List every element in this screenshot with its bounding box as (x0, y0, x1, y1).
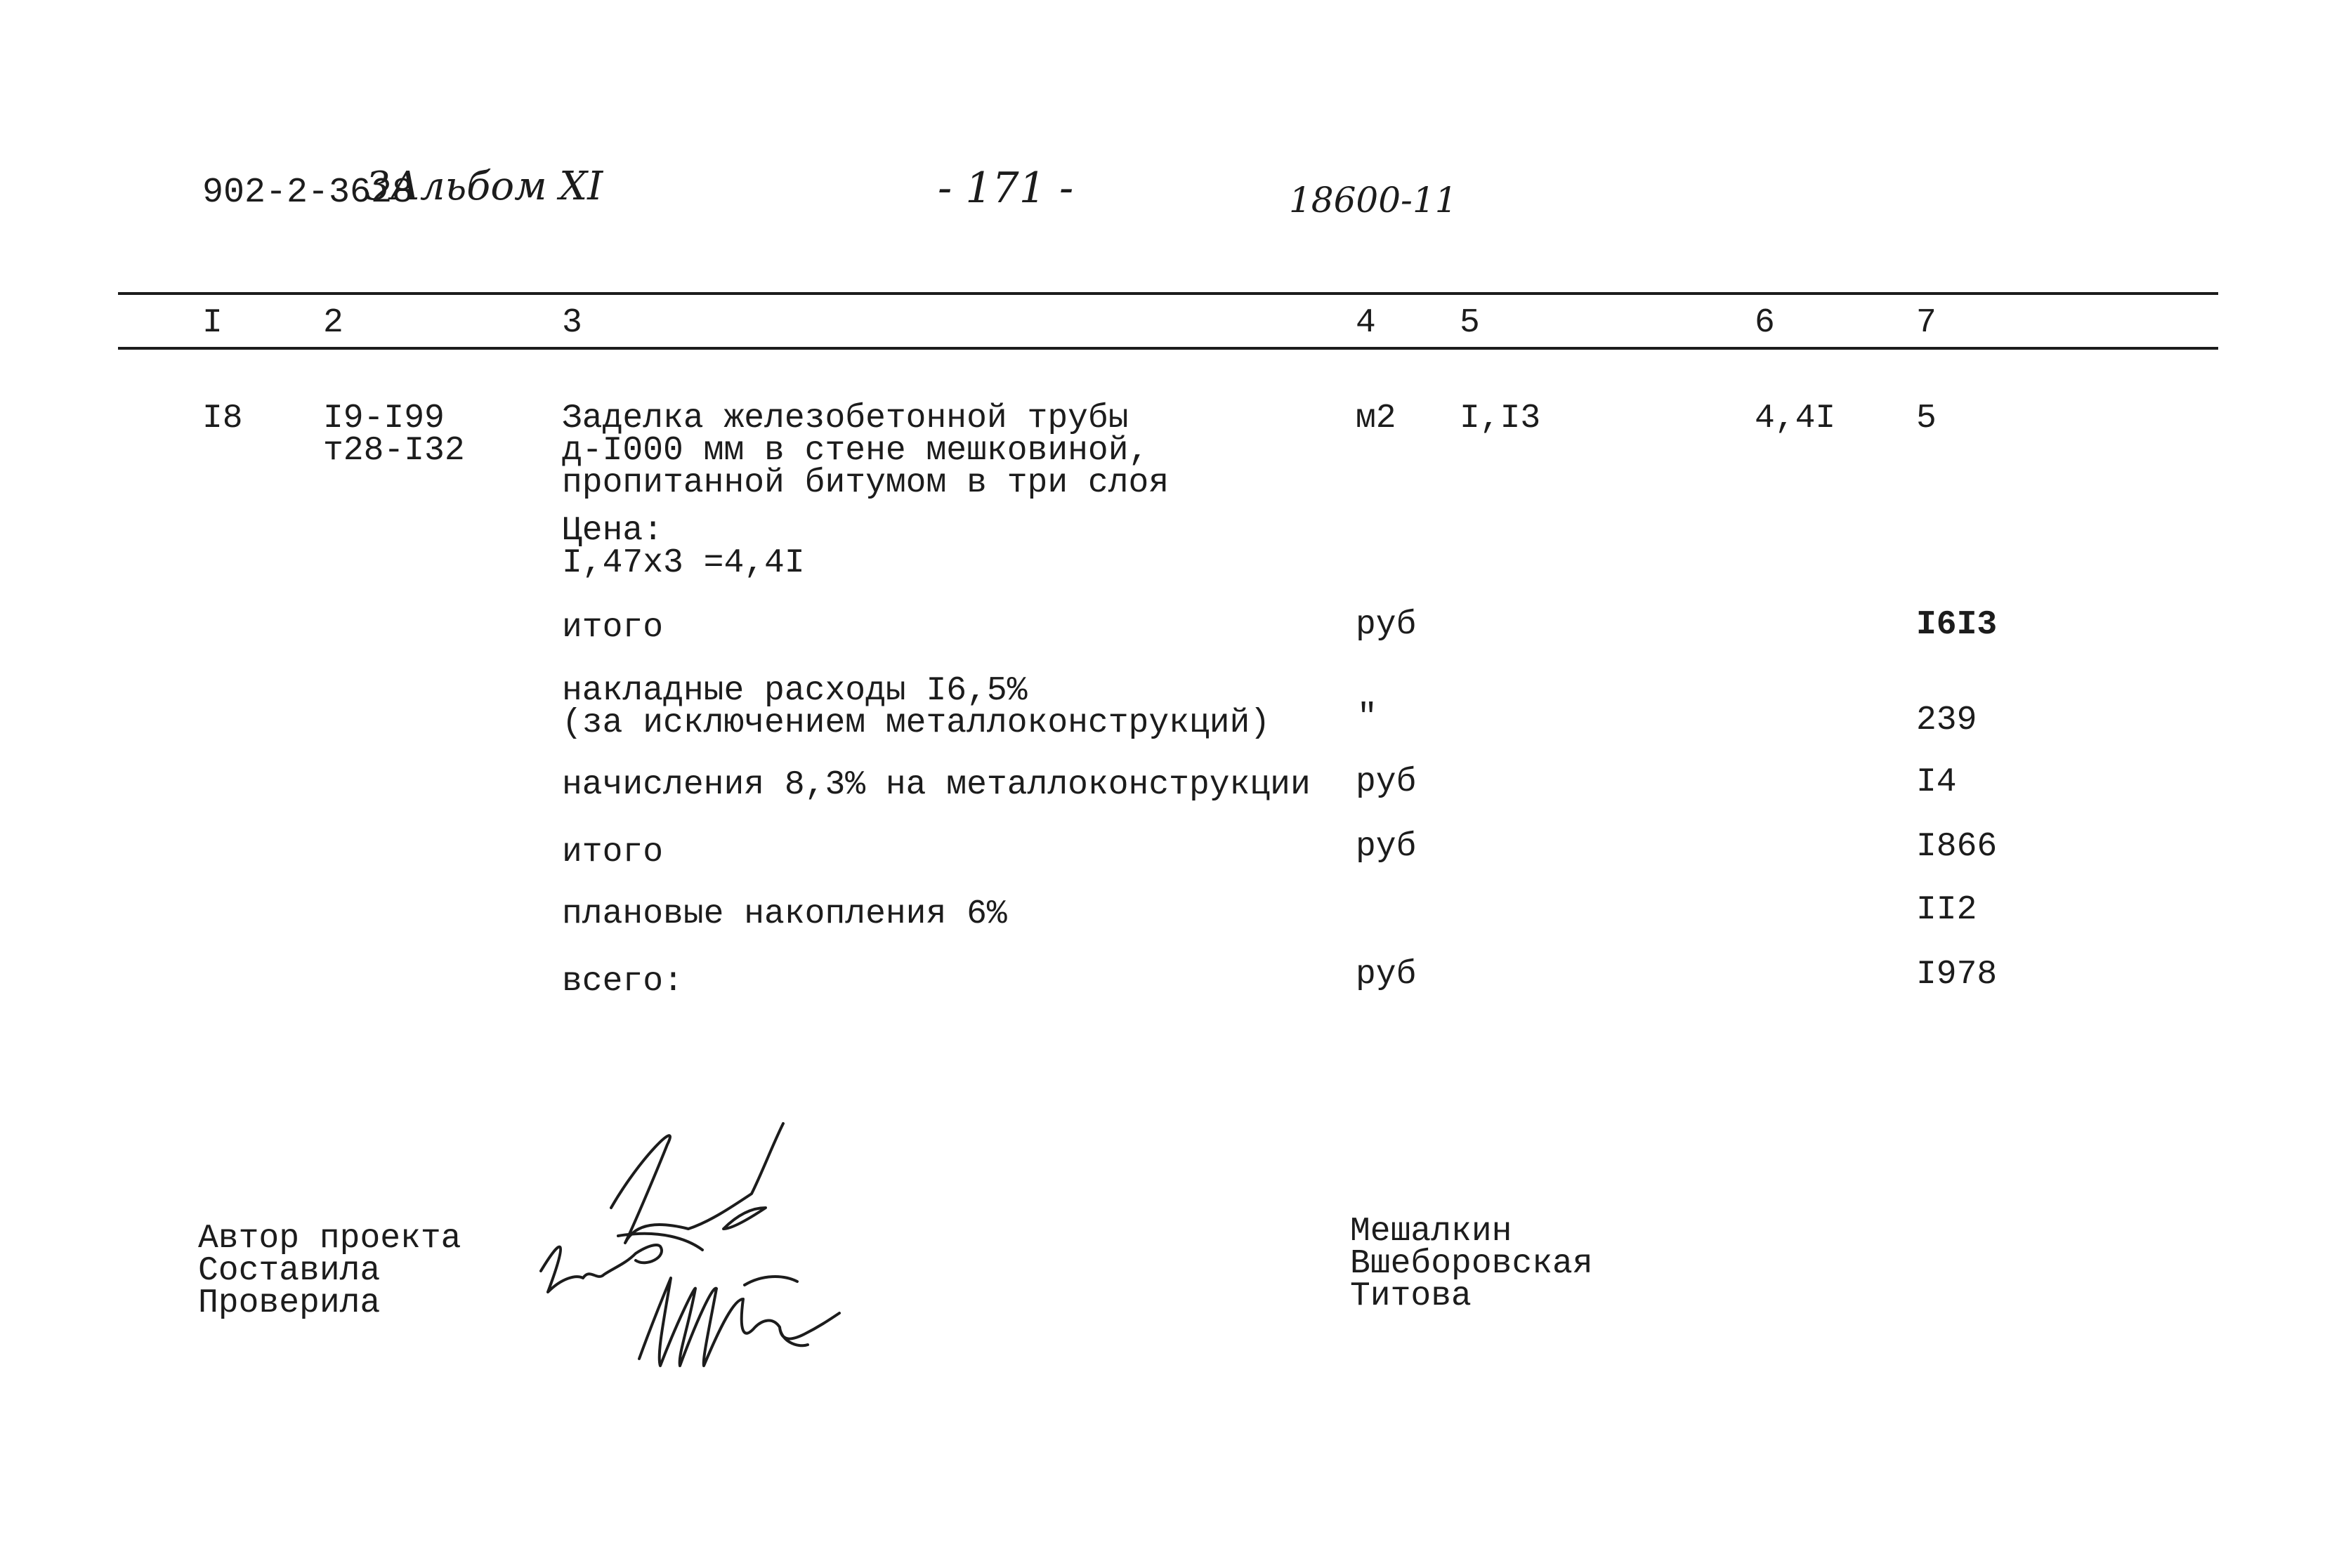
col-header-7: 7 (1916, 304, 1937, 342)
summary-value: I6I3 (1916, 606, 1998, 644)
item-total: 5 (1916, 400, 1937, 437)
summary-label: всего: (562, 963, 683, 1001)
document-code: 902-2-3628 (202, 173, 414, 213)
summary-label: начисления 8,3% на металлоконструкции (562, 766, 1311, 804)
summary-label: накладные расходы I6,5% (562, 672, 1028, 710)
signature-3 (639, 1278, 839, 1366)
summary-value: 239 (1916, 701, 1977, 739)
name-meshalkin: Мешалкин (1350, 1213, 1512, 1251)
summary-value: I866 (1916, 828, 1998, 866)
summary-label: итого (562, 609, 664, 647)
handwritten-signatures (520, 1116, 913, 1397)
page-number: - 171 - (938, 164, 1074, 213)
role-author: Автор проекта (198, 1220, 461, 1258)
item-ref-line2: т28-I32 (323, 432, 465, 470)
summary-label: итого (562, 834, 664, 871)
name-vsheborovskaya: Вшеборовская (1350, 1245, 1593, 1283)
col-header-3: 3 (562, 304, 582, 342)
col-header-6: 6 (1755, 304, 1775, 342)
item-desc-line2: д-I000 мм в стене мешковиной, (562, 432, 1149, 470)
top-rule (118, 292, 2218, 295)
col-header-5: 5 (1460, 304, 1480, 342)
role-checked: Проверила (198, 1284, 381, 1322)
summary-unit: руб (1356, 606, 1417, 644)
summary-label: плановые накопления 6% (562, 895, 1007, 933)
price-label: Цена: (562, 512, 664, 550)
summary-value: II2 (1916, 891, 1977, 929)
ditto-mark: " (1357, 699, 1377, 737)
col-header-2: 2 (323, 304, 343, 342)
price-calculation: I,47x3 =4,4I (562, 544, 805, 582)
name-titova: Титова (1350, 1277, 1472, 1315)
album-handwritten: 3Альбом XI (365, 164, 603, 209)
item-price: 4,4I (1755, 400, 1836, 437)
item-desc-line1: Заделка железобетонной трубы (562, 400, 1129, 437)
registration-number: 18600-11 (1289, 180, 1458, 220)
item-quantity: I,I3 (1460, 400, 1541, 437)
summary-unit: руб (1356, 763, 1417, 801)
item-ref-line1: I9-I99 (323, 400, 445, 437)
summary-value: I978 (1916, 956, 1998, 994)
summary-label-continued: (за исключением металлоконструкций) (562, 704, 1271, 742)
header-rule (118, 347, 2218, 350)
summary-unit: руб (1356, 828, 1417, 866)
signature-1 (611, 1124, 783, 1243)
col-header-1: I (202, 304, 223, 342)
role-compiled: Составила (198, 1252, 381, 1290)
col-header-4: 4 (1356, 304, 1376, 342)
item-unit: м2 (1356, 400, 1396, 437)
summary-value: I4 (1916, 763, 1957, 801)
signature-2 (541, 1234, 702, 1292)
item-number: I8 (202, 400, 243, 437)
signature-dash (745, 1277, 797, 1285)
summary-unit: руб (1356, 956, 1417, 994)
item-desc-line3: пропитанной битумом в три слоя (562, 464, 1170, 502)
